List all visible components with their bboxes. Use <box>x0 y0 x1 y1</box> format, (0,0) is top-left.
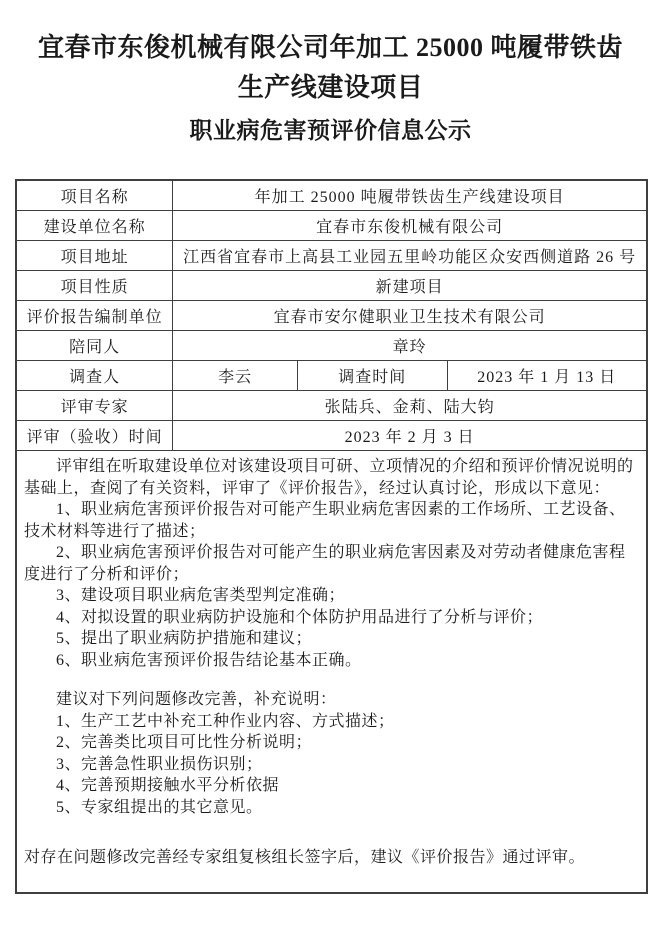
accompanying-person-value: 章玲 <box>172 331 646 360</box>
opinion-intro: 评审组在听取建设单位对该建设项目可研、立项情况的介绍和预评价情况说明的基础上，查阅了有关资料，评审了《评价报告》，经过认真讨论，形成以下意见： <box>24 458 634 497</box>
opinion-item-4: 4、对拟设置的职业病防护设施和个体防护用品进行了分析与评价； <box>56 608 544 626</box>
opinion-item-1: 1、职业病危害预评价报告对可能产生职业病危害因素的工作场所、工艺设备、技术材料等进行了描述； <box>24 501 626 540</box>
review-opinion-cell <box>17 451 646 892</box>
suggestion-item-4: 4、完善预期接触水平分析依据 <box>56 777 280 794</box>
report-compiler-value: 宜春市安尔健职业卫生技术有限公司 <box>172 301 646 330</box>
row-accompanying-person <box>17 331 646 361</box>
review-time-label: 评审（验收）时间 <box>26 429 163 446</box>
row-review-time <box>17 421 646 451</box>
row-construction-unit <box>17 211 646 241</box>
construction-unit-label: 建设单位名称 <box>43 219 146 236</box>
opinion-item-6: 6、职业病危害预评价报告结论基本正确。 <box>56 651 362 669</box>
opinion-closing: 对存在问题修改完善经专家组复核组长签字后，建议《评价报告》通过评审。 <box>24 849 586 866</box>
investigator-value: 李云 <box>172 361 297 390</box>
project-name-value: 年加工 25000 吨履带铁齿生产线建设项目 <box>172 181 646 210</box>
report-compiler-label: 评价报告编制单位 <box>26 309 163 326</box>
suggestion-item-5: 5、专家组提出的其它意见。 <box>56 798 263 816</box>
opinion-item-2: 2、职业病危害预评价报告对可能产生的职业病危害因素及对劳动者健康危害程度进行了分析和评价； <box>24 544 626 583</box>
project-address-label: 项目地址 <box>60 249 129 266</box>
document-title: 宜春市东俊机械有限公司年加工 25000 吨履带铁齿生产线建设项目 <box>37 33 623 102</box>
suggestion-item-2: 2、完善类比项目可比性分析说明； <box>56 734 313 751</box>
row-project-name <box>17 181 646 211</box>
row-review-experts <box>17 391 646 421</box>
project-nature-label: 项目性质 <box>60 279 129 296</box>
investigation-time-label: 调查时间 <box>297 361 447 390</box>
info-table <box>15 179 648 894</box>
suggestion-item-3: 3、完善急性职业损伤识别； <box>56 755 263 773</box>
project-name-label: 项目名称 <box>60 189 129 206</box>
review-experts-value: 张陆兵、金莉、陆大钧 <box>172 391 646 420</box>
accompanying-person-label: 陪同人 <box>69 339 121 356</box>
investigator-label: 调查人 <box>69 369 121 386</box>
row-report-compiler <box>17 301 646 331</box>
investigation-time-value: 2023 年 1 月 13 日 <box>447 361 646 390</box>
project-address-value: 江西省宜春市上高县工业园五里岭功能区众安西侧道路 26 号 <box>172 241 646 270</box>
opinion-item-3: 3、建设项目职业病危害类型判定准确； <box>56 587 346 604</box>
row-project-address <box>17 241 646 271</box>
document-subtitle: 职业病危害预评价信息公示 <box>189 118 472 143</box>
opinion-item-5: 5、提出了职业病防护措施和建议； <box>56 630 313 647</box>
construction-unit-value: 宜春市东俊机械有限公司 <box>172 211 646 240</box>
review-experts-label: 评审专家 <box>60 399 129 416</box>
suggestion-intro: 建议对下列问题修改完善，补充说明： <box>56 691 337 708</box>
row-investigator <box>17 361 646 391</box>
suggestion-item-1: 1、生产工艺中补充工种作业内容、方式描述； <box>56 712 395 730</box>
row-project-nature <box>17 271 646 301</box>
project-nature-value: 新建项目 <box>172 271 646 300</box>
review-time-value: 2023 年 2 月 3 日 <box>172 421 646 450</box>
